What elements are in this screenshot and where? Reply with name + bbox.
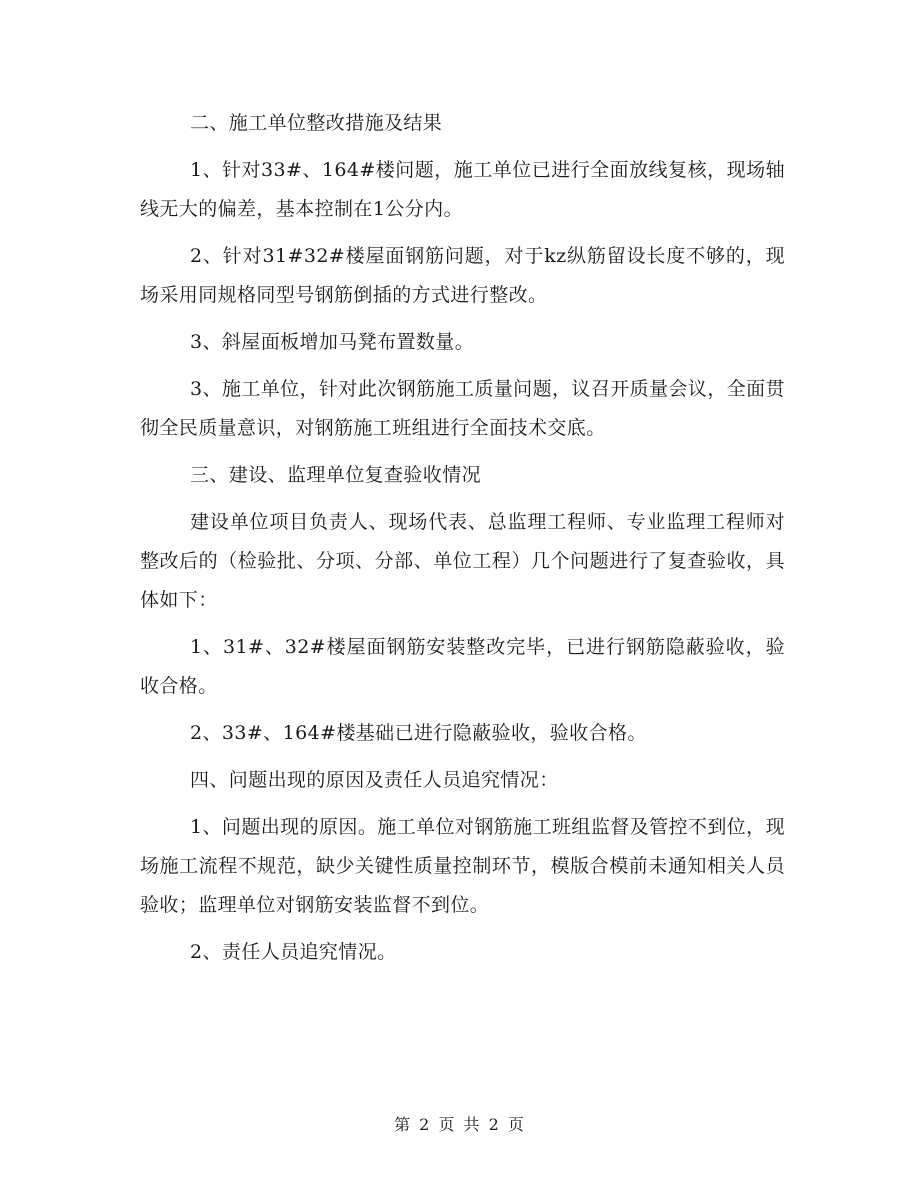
paragraph: 1、针对33#、164#楼问题，施工单位已进行全面放线复核，现场轴线无大的偏差，基本控制在1公分内。 (140, 159, 785, 220)
paragraph: 1、31#、32#楼屋面钢筋安装整改完毕，已进行钢筋隐蔽验收，验收合格。 (140, 636, 785, 697)
paragraph: 3、施工单位，针对此次钢筋施工质量问题，议召开质量会议，全面贯彻全民质量意识，对钢筋施工班组进行全面技术交底。 (140, 378, 785, 439)
section-heading: 三、建设、监理单位复查验收情况 (190, 464, 482, 486)
paragraph: 1、问题出现的原因。施工单位对钢筋施工班组监督及管控不到位，现场施工流程不规范，缺少关键性质量控制环节，模版合模前未通知相关人员验收；监理单位对钢筋安装监督不到位。 (140, 816, 785, 916)
page-number-footer: 第 2 页 共 2 页 (394, 1115, 526, 1134)
paragraph: 建设单位项目负责人、现场代表、总监理工程师、专业监理工程师对整改后的（检验批、分项、分部、单位工程）几个问题进行了复查验收，具体如下： (140, 511, 785, 611)
paragraph: 3、斜屋面板增加马凳布置数量。 (190, 331, 475, 353)
section-heading: 二、施工单位整改措施及结果 (190, 112, 443, 134)
paragraph: 2、针对31#32#楼屋面钢筋问题，对于kz纵筋留设长度不够的，现场采用同规格同型号钢筋倒插的方式进行整改。 (140, 245, 785, 306)
paragraph: 2、33#、164#楼基础已进行隐蔽验收，验收合格。 (190, 722, 647, 744)
section-heading: 四、问题出现的原因及责任人员追究情况： (190, 769, 559, 791)
document-body (140, 104, 785, 980)
paragraph: 2、责任人员追究情况。 (190, 941, 397, 963)
